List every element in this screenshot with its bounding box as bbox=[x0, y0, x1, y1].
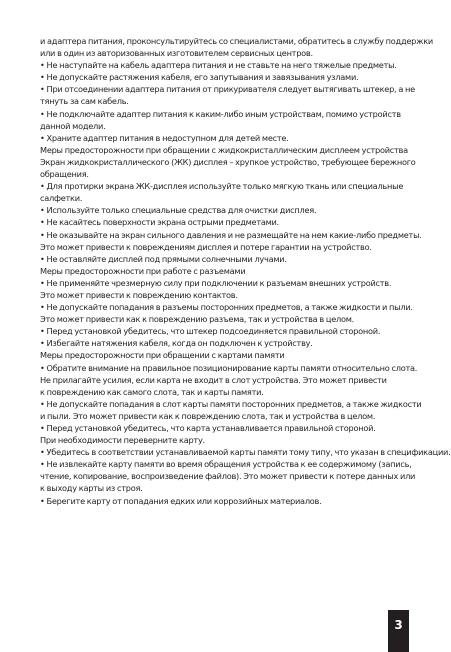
text-line: • Не извлекайте карту памяти во время обращения устройства к ее содержимому (запись, bbox=[40, 459, 412, 470]
text-line: Меры предосторожности при обращении с жидкокристаллическим дисплеем устройства bbox=[40, 144, 408, 155]
text-line: к повреждению как самого слота, так и карты памяти. bbox=[40, 386, 264, 397]
text-line: Меры предосторожности при обращении с картами памяти bbox=[40, 350, 285, 361]
text-line: • Храните адаптер питания в недоступном для детей месте. bbox=[40, 132, 289, 143]
text-line: • Убедитесь в соответствии устанавливаемой карты памяти тому типу, что указан в спецификации. bbox=[40, 447, 451, 458]
text-line: • Не наступайте на кабель адаптера питания и не ставьте на него тяжелые предметы. bbox=[40, 60, 397, 71]
text-line: • Перед установкой убедитесь, что штекер подсоединяется правильной стороной. bbox=[40, 326, 381, 337]
text-line: • Не допускайте растяжения кабеля, его запутывания и завязывания узлами. bbox=[40, 72, 359, 83]
text-line: чтение, копирование, воспроизведение файлов). Это может привести к потере данных или bbox=[40, 471, 416, 482]
text-line: Экран жидкокристаллического (ЖК) дисплея – хрупкое устройство, требующее бережного bbox=[40, 156, 416, 167]
text-line: • Не подключайте адаптер питания к каким-либо иным устройствам, помимо устройств bbox=[40, 108, 401, 119]
text-line: • Используйте только специальные средства для очистки дисплея. bbox=[40, 205, 317, 216]
text-line: Это может привести к повреждениям дисплея и потере гарантии на устройство. bbox=[40, 241, 372, 252]
text-line: • Избегайте натяжения кабеля, когда он подключен к устройству. bbox=[40, 338, 313, 349]
text-line: Это может привести как к повреждению разъема, так и устройства в целом. bbox=[40, 314, 355, 325]
text-line: При необходимости переверните карту. bbox=[40, 435, 205, 446]
text-line: и адаптера питания, проконсультируйтесь со специалистами, обратитесь в службу поддержки bbox=[40, 36, 433, 46]
text-line: обращения. bbox=[40, 169, 89, 180]
text-line: или в один из авторизованных изготовителем сервисных центров. bbox=[40, 48, 313, 59]
page-text bbox=[40, 35, 451, 507]
text-line: • Не допускайте попадания в слот карты памяти посторонних предметов, а также жидкости bbox=[40, 398, 422, 409]
text-line: • При отсоединении адаптера питания от прикуривателя следует вытягивать штекер, а не bbox=[40, 84, 415, 95]
text-line: данной модели. bbox=[40, 120, 106, 131]
text-line: Это может привести к повреждению контактов. bbox=[40, 289, 238, 300]
text-line: • Для протирки экрана ЖК-дисплея используйте только мягкую ткань или специальные bbox=[40, 181, 404, 192]
text-line: тянуть за сам кабель. bbox=[40, 96, 129, 107]
text-line: Меры предосторожности при работе с разъемами bbox=[40, 265, 246, 276]
text-line: • Не применяйте чрезмерную силу при подключении к разъемам внешних устройств. bbox=[40, 277, 392, 288]
text-line: к выходу карты из строя. bbox=[40, 483, 143, 494]
text-line: • Перед установкой убедитесь, что карта устанавливается правильной стороной. bbox=[40, 423, 376, 433]
text-line: салфетки. bbox=[40, 193, 83, 204]
text-line: • Не касайтесь поверхности экрана острыми предметами. bbox=[40, 217, 279, 228]
text-line: Не прилагайте усилия, если карта не входит в слот устройства. Это может привести bbox=[40, 374, 387, 385]
text-line: • Не оставляйте дисплей под прямыми солнечными лучами. bbox=[40, 253, 287, 264]
text-line: • Берегите карту от попадания едких или коррозийных материалов. bbox=[40, 495, 322, 506]
text-line: и пыли. Это может привести как к повреждению слота, так и устройства в целом. bbox=[40, 410, 376, 421]
page-number: 3 bbox=[388, 610, 409, 652]
text-line: • Обратите внимание на правильное позиционирование карты памяти относительно слота. bbox=[40, 362, 418, 373]
text-line: • Не оказывайте на экран сильного давления и не размещайте на нем какие-либо предметы. bbox=[40, 229, 422, 240]
text-line: • Не допускайте попадания в разъемы посторонних предметов, а также жидкости и пыли. bbox=[40, 302, 413, 313]
